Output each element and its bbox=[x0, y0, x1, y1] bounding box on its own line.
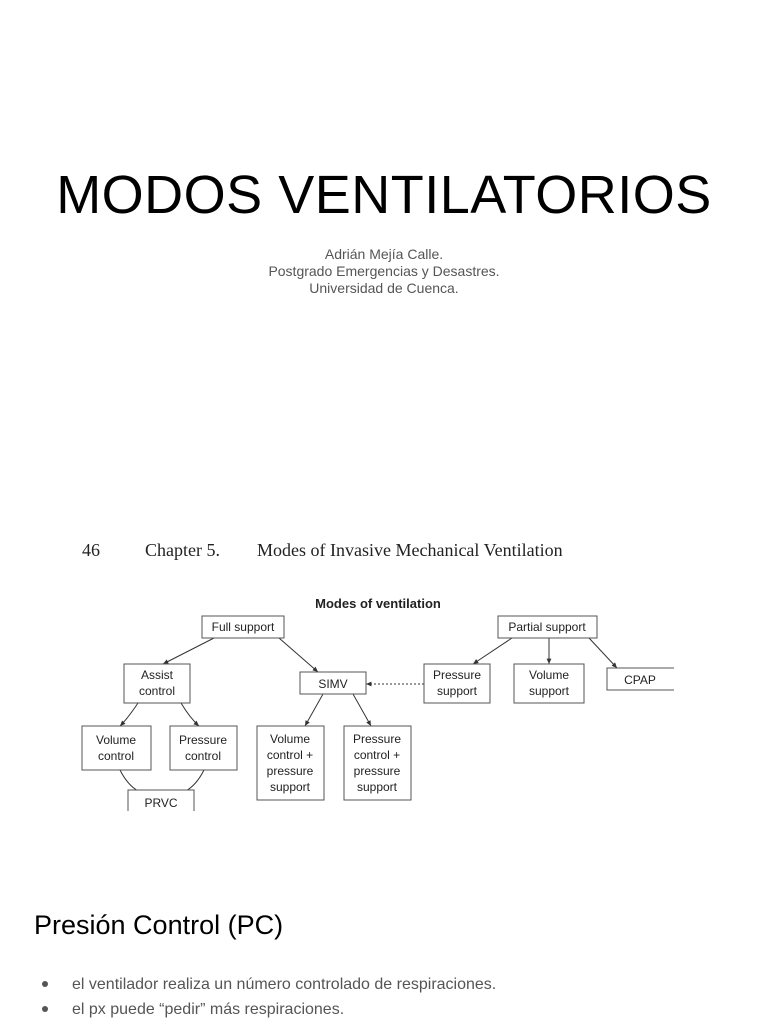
node-label: Partial support bbox=[508, 620, 586, 634]
author-university: Universidad de Cuenca. bbox=[309, 280, 459, 296]
node-partial-support bbox=[498, 616, 597, 638]
page-number: 46 bbox=[82, 540, 100, 560]
slide-subtitle bbox=[0, 246, 768, 297]
node-label: pressure bbox=[266, 764, 314, 778]
node-label: Volume bbox=[269, 732, 311, 746]
node-label: support bbox=[356, 780, 398, 794]
node-simv bbox=[300, 672, 366, 694]
author-name: Adrián Mejía Calle. bbox=[324, 246, 444, 262]
node-label: control bbox=[138, 684, 176, 698]
node-volume-support bbox=[514, 664, 584, 703]
node-label: Volume bbox=[95, 733, 137, 747]
bullet-list bbox=[42, 972, 496, 1022]
chapter-title: Modes of Invasive Mechanical Ventilation bbox=[257, 540, 563, 560]
node-cpap bbox=[607, 668, 674, 690]
node-label: Volume bbox=[528, 668, 570, 682]
chapter-label: Chapter 5. bbox=[145, 540, 220, 560]
node-prvc bbox=[128, 790, 194, 811]
node-label: control + bbox=[266, 748, 314, 762]
node-label: PRVC bbox=[144, 796, 178, 810]
section-title: Presión Control (PC) bbox=[34, 910, 284, 940]
modes-diagram bbox=[0, 590, 768, 815]
node-label: Pressure bbox=[352, 732, 402, 746]
node-label: support bbox=[528, 684, 570, 698]
author-program: Postgrado Emergencias y Desastres. bbox=[268, 263, 500, 279]
bullet-text: el ventilador realiza un número controlado de respiraciones. bbox=[72, 976, 497, 993]
node-label: Pressure bbox=[432, 668, 482, 682]
node-label: Full support bbox=[211, 620, 275, 634]
node-volume-control-pressure-support bbox=[257, 726, 324, 800]
node-label: control + bbox=[353, 748, 401, 762]
node-label: CPAP bbox=[624, 673, 656, 687]
node-assist-control bbox=[124, 664, 190, 703]
slide-title: MODOS VENTILATORIOS bbox=[56, 165, 712, 225]
bullet-item bbox=[42, 997, 496, 1022]
bullet-item bbox=[42, 972, 496, 997]
bullet-dot-icon bbox=[42, 1006, 48, 1012]
node-label: control bbox=[97, 749, 135, 763]
node-label: pressure bbox=[353, 764, 401, 778]
node-full-support bbox=[202, 616, 284, 638]
diagram-title: Modes of ventilation bbox=[315, 596, 441, 611]
node-label: SIMV bbox=[318, 677, 348, 691]
node-label: support bbox=[269, 780, 311, 794]
bullet-dot-icon bbox=[42, 981, 48, 987]
node-pressure-support bbox=[424, 664, 490, 703]
node-label: Pressure bbox=[178, 733, 228, 747]
node-volume-control bbox=[82, 726, 151, 770]
node-pressure-control bbox=[170, 726, 237, 770]
bullet-text: el px puede “pedir” más respiraciones. bbox=[72, 1001, 345, 1018]
node-pressure-control-pressure-support bbox=[344, 726, 411, 800]
node-label: support bbox=[436, 684, 478, 698]
chapter-header bbox=[82, 540, 563, 561]
node-label: Assist bbox=[140, 668, 174, 682]
node-label: control bbox=[184, 749, 222, 763]
